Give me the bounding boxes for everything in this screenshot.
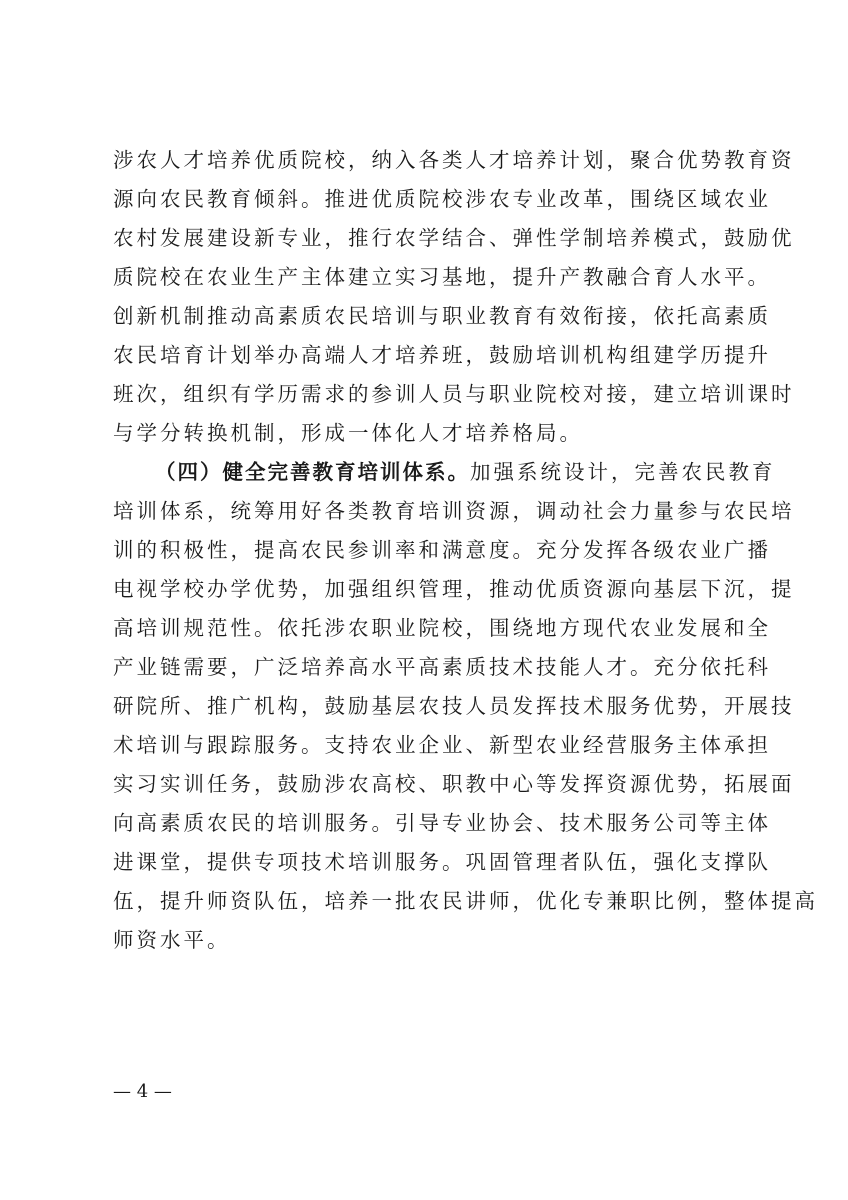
text-line: 农民培育计划举办高端人才培养班，鼓励培训机构组建学历提升 [113, 343, 771, 367]
text-line: 伍，提升师资队伍，培养一批农民讲师，优化专兼职比例，整体提高 [113, 889, 818, 913]
text-line: 涉农人才培养优质院校，纳入各类人才培养计划，聚合优势教育资 [113, 148, 795, 172]
text-line: 与学分转换机制，形成一体化人才培养格局。 [113, 421, 583, 445]
text-line: 实习实训任务，鼓励涉农高校、职教中心等发挥资源优势，拓展面 [113, 772, 795, 796]
text-line: 产业链需要，广泛培养高水平高素质技术技能人才。充分依托科 [113, 655, 771, 679]
text-line: 培训体系，统筹用好各类教育培训资源，调动社会力量参与农民培 [113, 499, 795, 523]
section-heading: （四）健全完善教育培训体系。 [155, 460, 470, 484]
text-line: 训的积极性，提高农民参训率和满意度。充分发挥各级农业广播 [113, 538, 771, 562]
text-line: 向高素质农民的培训服务。引导专业协会、技术服务公司等主体 [113, 811, 771, 835]
page-number: — 4 — [113, 1081, 172, 1102]
text-line: 电视学校办学优势，加强组织管理，推动优质资源向基层下沉，提 [113, 577, 795, 601]
text-line: 源向农民教育倾斜。推进优质院校涉农专业改革，围绕区域农业 [113, 187, 771, 211]
text-line: 质院校在农业生产主体建立实习基地，提升产教融合育人水平。 [113, 265, 771, 289]
section-heading-rest: 加强系统设计，完善农民教育 [470, 460, 776, 484]
text-line: 研院所、推广机构，鼓励基层农技人员发挥技术服务优势，开展技 [113, 694, 795, 718]
text-line: 高培训规范性。依托涉农职业院校，围绕地方现代农业发展和全 [113, 616, 771, 640]
body-text [113, 141, 818, 960]
section-heading-line [113, 453, 776, 492]
text-line: 班次，组织有学历需求的参训人员与职业院校对接，建立培训课时 [113, 382, 795, 406]
text-line: 创新机制推动高素质农民培训与职业教育有效衔接，依托高素质 [113, 304, 771, 328]
text-line: 农村发展建设新专业，推行农学结合、弹性学制培养模式，鼓励优 [113, 226, 795, 250]
text-line: 进课堂，提供专项技术培训服务。巩固管理者队伍，强化支撑队 [113, 850, 771, 874]
text-line: 师资水平。 [113, 928, 231, 952]
text-line: 术培训与跟踪服务。支持农业企业、新型农业经营服务主体承担 [113, 733, 771, 757]
